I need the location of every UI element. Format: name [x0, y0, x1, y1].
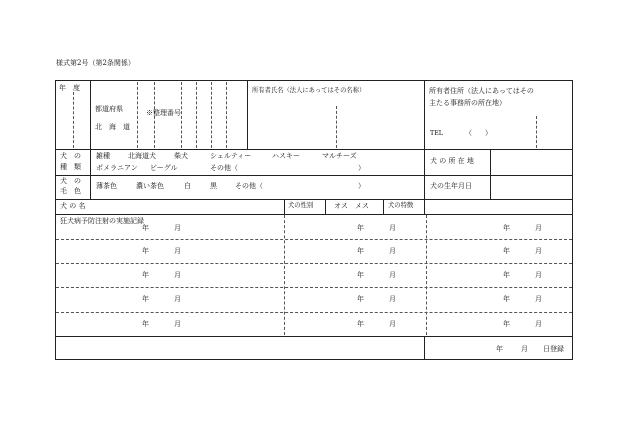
tel-paren-open: （ — [465, 129, 472, 137]
rabies-month: 月 — [389, 320, 396, 328]
rabies-month: 月 — [535, 224, 542, 232]
row-border — [55, 199, 573, 200]
breed-option-shiba[interactable]: 柴犬 — [174, 152, 188, 160]
owner-name-label: 所有者氏名（法人にあってはその名称） — [252, 87, 366, 94]
rabies-month: 月 — [535, 247, 542, 255]
rabies-month: 月 — [389, 247, 396, 255]
column-divider — [325, 199, 326, 214]
rabies-year: 年 — [357, 247, 364, 255]
digit-divider — [137, 82, 138, 148]
rabies-month: 月 — [389, 295, 396, 303]
prefecture-label: 都道府県 — [95, 105, 123, 113]
digit-divider — [73, 92, 74, 148]
rabies-year: 年 — [142, 247, 149, 255]
breed-label: 犬 の — [60, 152, 81, 160]
rabies-month: 月 — [535, 320, 542, 328]
digit-divider — [211, 82, 212, 148]
rabies-column-divider — [426, 215, 427, 335]
breed-option-husky[interactable]: ハスキー — [272, 152, 300, 160]
outer-right-border — [572, 80, 573, 360]
coat-option-light-brown[interactable]: 薄茶色 — [96, 182, 117, 190]
column-divider — [284, 199, 285, 214]
dog-location-label: 犬 の 所 在 地 — [430, 157, 474, 165]
coat-option-black[interactable]: 黒 — [210, 182, 217, 190]
rabies-year: 年 — [503, 295, 510, 303]
rabies-year: 年 — [142, 224, 149, 232]
rabies-month: 月 — [389, 224, 396, 232]
column-divider — [424, 199, 425, 214]
row-border — [55, 336, 573, 337]
column-divider — [424, 336, 425, 359]
breed-option-pomeranian[interactable]: ポメラニアン — [96, 164, 138, 172]
digit-divider — [181, 82, 182, 148]
rabies-month: 月 — [174, 295, 181, 303]
sex-options[interactable]: オス メス — [334, 202, 369, 210]
rabies-year: 年 — [142, 320, 149, 328]
digit-divider — [226, 82, 227, 148]
dog-features-label: 犬の特徴 — [388, 202, 414, 209]
rabies-year: 年 — [357, 295, 364, 303]
coat-option-white[interactable]: 白 — [184, 182, 191, 190]
column-divider — [383, 199, 384, 214]
rabies-year: 年 — [503, 271, 510, 279]
rabies-month: 月 — [535, 271, 542, 279]
rabies-row-divider — [56, 263, 572, 264]
registration-number-label: ※整理番号 — [146, 109, 181, 117]
breed-label: 種 類 — [60, 163, 81, 171]
owner-address-label: 所有者住所（法人にあってはその — [429, 87, 534, 95]
rabies-month: 月 — [174, 320, 181, 328]
rabies-year: 年 — [142, 271, 149, 279]
coat-option-other[interactable]: その他（ — [235, 182, 263, 190]
rabies-row-divider — [56, 312, 572, 313]
rabies-record-title: 狂犬病予防注射の実施記録 — [60, 217, 144, 225]
form-number: 様式第2号（第2条関係） — [56, 59, 135, 67]
outer-left-border — [55, 80, 56, 360]
row-border — [55, 149, 573, 150]
rabies-year: 年 — [142, 295, 149, 303]
owner-address-label-2: 主たる事務所の所在地） — [429, 99, 506, 107]
digit-divider — [196, 82, 197, 148]
footer-month: 月 — [521, 345, 528, 353]
tel-paren-close: ） — [485, 129, 492, 137]
rabies-year: 年 — [503, 224, 510, 232]
rabies-year: 年 — [357, 320, 364, 328]
coat-label: 毛 色 — [60, 187, 81, 195]
year-label: 年 度 — [59, 84, 80, 92]
breed-other-paren-close: ） — [358, 164, 365, 172]
breed-option-beagle[interactable]: ビーグル — [150, 164, 178, 172]
coat-other-paren-close: ） — [358, 182, 365, 190]
dog-name-label: 犬 の 名 — [60, 202, 86, 210]
rabies-year: 年 — [503, 320, 510, 328]
breed-option-maltese[interactable]: マルチーズ — [322, 152, 357, 160]
breed-option-mixed[interactable]: 雑種 — [96, 152, 110, 160]
breed-option-other[interactable]: その他（ — [210, 164, 238, 172]
row-border — [55, 214, 573, 215]
rabies-column-divider — [284, 215, 285, 335]
field-divider — [336, 106, 337, 148]
footer-year: 年 — [496, 345, 503, 353]
rabies-row-divider — [56, 287, 572, 288]
outer-bottom-border — [55, 359, 573, 360]
header-divider — [424, 80, 425, 149]
footer-registered-day: 日登録 — [543, 345, 564, 353]
breed-option-sheltie[interactable]: シェルティー — [210, 152, 252, 160]
column-divider — [424, 149, 425, 199]
header-divider — [247, 80, 248, 149]
label-divider — [90, 149, 91, 199]
rabies-month: 月 — [174, 224, 181, 232]
rabies-year: 年 — [357, 224, 364, 232]
header-divider — [90, 80, 91, 149]
rabies-year: 年 — [503, 247, 510, 255]
rabies-year: 年 — [357, 271, 364, 279]
rabies-month: 月 — [535, 295, 542, 303]
field-divider — [536, 116, 537, 148]
birth-date-label: 犬の生年月日 — [430, 182, 472, 190]
hokkaido-label: 北 海 道 — [95, 123, 130, 131]
rabies-row-divider — [56, 239, 572, 240]
coat-option-dark-brown[interactable]: 濃い茶色 — [136, 182, 164, 190]
dog-sex-label: 犬の性別 — [288, 202, 314, 209]
column-divider — [490, 149, 491, 199]
rabies-month: 月 — [389, 271, 396, 279]
rabies-month: 月 — [174, 247, 181, 255]
breed-option-hokkaido[interactable]: 北海道犬 — [128, 152, 156, 160]
tel-label: TEL — [430, 130, 443, 137]
row-border — [55, 175, 573, 176]
outer-top-border — [55, 80, 573, 81]
coat-label: 犬 の — [60, 177, 81, 185]
rabies-month: 月 — [174, 271, 181, 279]
